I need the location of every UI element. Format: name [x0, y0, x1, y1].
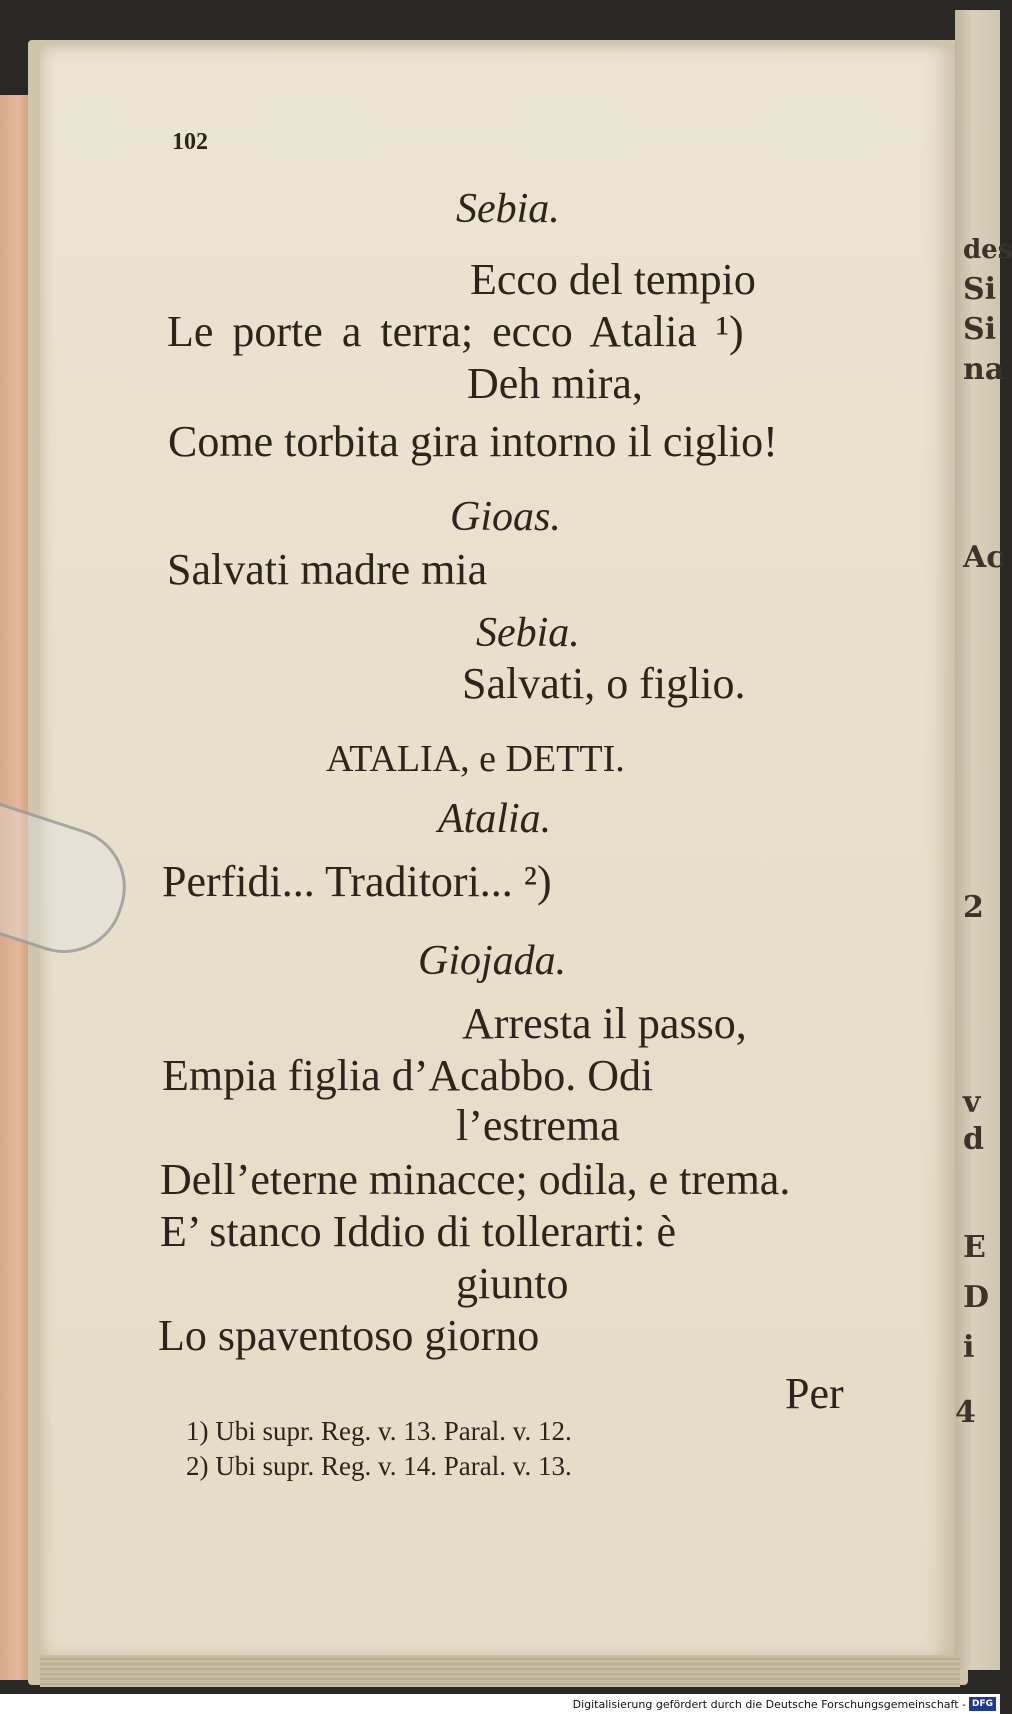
page-edge-bottom [40, 1655, 960, 1687]
speaker-name: Atalia. [438, 796, 552, 842]
scene-heading: ATALIA, e DETTI. [326, 738, 625, 780]
verse-line: Empia figlia d’Acabbo. Odi [162, 1051, 654, 1100]
verse-line: Lo spaventoso giorno [158, 1311, 540, 1360]
catchword: Per [785, 1369, 844, 1418]
speaker-name: Sebia. [476, 610, 580, 656]
verse-line: l’estrema [456, 1101, 620, 1150]
facing-page [955, 10, 1012, 1670]
footnote: 2) Ubi supr. Reg. v. 14. Paral. v. 13. [186, 1451, 572, 1481]
verse-line: giunto [456, 1259, 569, 1308]
speaker-name: Gioas. [450, 494, 561, 540]
verse-line: Arresta il passo, [462, 999, 747, 1048]
facing-fragment: Si [963, 272, 997, 307]
footnote: 1) Ubi supr. Reg. v. 13. Paral. v. 12. [186, 1416, 572, 1446]
verse-line: Dell’eterne minacce; odila, e trema. [160, 1155, 791, 1204]
facing-fragment: d [963, 1122, 984, 1157]
dfg-logo: DFG [969, 1697, 996, 1711]
facing-fragment: Si [963, 312, 997, 347]
verse-line: Perfidi... Traditori... ²) [162, 857, 552, 906]
speaker-name: Sebia. [456, 186, 560, 232]
facing-fragment: i [963, 1330, 975, 1365]
facing-fragment: E [963, 1230, 986, 1265]
verse-line: Deh mira, [467, 359, 643, 408]
facing-fragment: 2 [963, 890, 984, 925]
facing-fragment: na [963, 352, 1005, 387]
page-number: 102 [172, 129, 208, 155]
facing-fragment: v [963, 1085, 981, 1120]
verse-line: Ecco del tempio [470, 255, 756, 304]
facing-fragment: 4 [955, 1395, 976, 1430]
verse-line: Come torbita gira intorno il ciglio! [168, 417, 778, 466]
facing-fragment: des [963, 235, 1012, 265]
speaker-name: Giojada. [418, 938, 567, 984]
verse-line: Salvati madre mia [167, 545, 488, 594]
verse-line: Salvati, o figlio. [462, 659, 746, 708]
verse-line: Le porte a terra; ecco Atalia ¹) [167, 307, 744, 356]
facing-fragment: D [963, 1280, 990, 1315]
facing-fragment: Ac [963, 540, 1005, 575]
verse-line: E’ stanco Iddio di tollerarti: è [160, 1207, 677, 1256]
digitization-credit: Digitalisierung gefördert durch die Deutsche Forschungsgemeinschaft - [572, 1698, 966, 1711]
